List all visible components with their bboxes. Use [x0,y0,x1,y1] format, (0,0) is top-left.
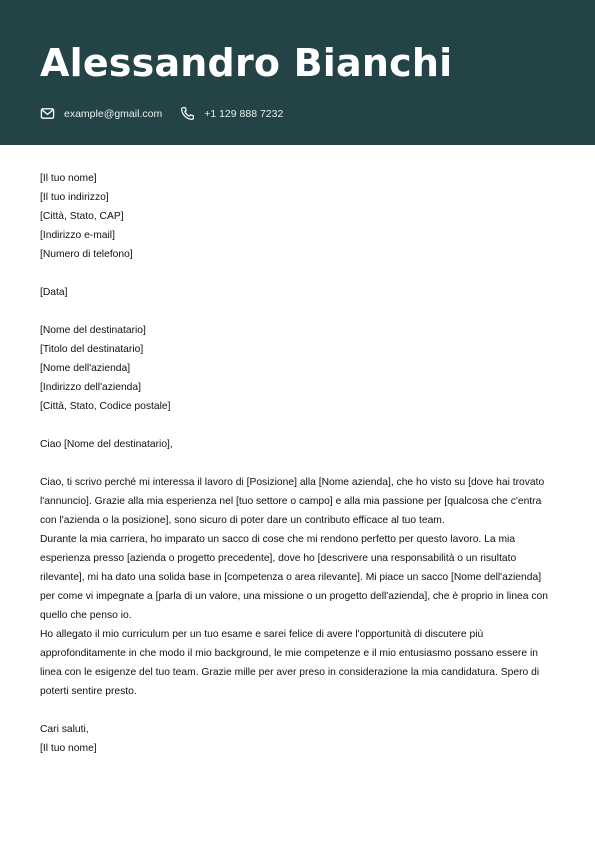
recipient-line: [Nome del destinatario] [40,325,146,336]
recipient-line: [Titolo del destinatario] [40,344,144,355]
closing: Cari saluti, [40,724,89,735]
phone-text: +1 129 888 7232 [204,107,284,120]
greeting: Ciao [Nome del destinatario], [40,439,173,450]
signature: [Il tuo nome] [40,743,97,754]
date-block [40,283,555,302]
contact-info [40,106,301,121]
sender-line: [Indirizzo e-mail] [40,230,115,241]
letter-date: [Data] [40,287,68,298]
email-text: example@gmail.com [64,107,163,120]
recipient-line: [Città, Stato, Codice postale] [40,401,171,412]
letter-header [0,0,595,145]
sender-line: [Città, Stato, CAP] [40,211,124,222]
sender-line: [Il tuo indirizzo] [40,192,109,203]
recipient-line: [Indirizzo dell'azienda] [40,382,141,393]
sender-block [40,169,555,264]
phone-icon [180,106,195,121]
applicant-name: Alessandro Bianchi [40,41,453,85]
recipient-line: [Nome dell'azienda] [40,363,131,374]
sender-line: [Numero di telefono] [40,249,133,260]
letter-content [40,473,555,701]
letter-body [0,145,595,758]
paragraph: Ho allegato il mio curriculum per un tuo esame e sarei felice di avere l'opportunità di discutere più approfonditamente in che modo il mio background, le mie competenze e il mio entusiasmo possano essere in linea con le esigenze del tuo team. Grazie mille per aver preso in considerazione la mia candidatura. Spero di poterti sentire presto. [40,629,540,697]
recipient-block [40,321,555,416]
greeting-block [40,435,555,454]
paragraph: Durante la mia carriera, ho imparato un sacco di cose che mi rendono perfetto per questo lavoro. La mia esperienza presso [azienda o progetto precedente], dove ho [descrivere una responsabilità o un risultato rilevante], mi ha dato una solida base in [competenza o area rilevante]. Mi piace un sacco [Nome dell'azienda] per come vi impegnate a [parla di un valore, una missione o un progetto dell'azienda], che è proprio in linea con quello che penso io. [40,534,548,621]
email-icon [40,106,55,121]
sender-line: [Il tuo nome] [40,173,97,184]
paragraph: Ciao, ti scrivo perché mi interessa il lavoro di [Posizione] alla [Nome azienda], che ho visto su [dove hai trovato l'annuncio]. Grazie alla mia esperienza nel [tuo settore o campo] e alla mia passione per [qualcosa che c'entra con l'azienda o la posizione], sono sicuro di poter dare un contributo efficace al tuo team. [40,477,545,526]
phone-contact [180,106,283,121]
email-contact [40,106,162,121]
closing-block [40,720,555,758]
